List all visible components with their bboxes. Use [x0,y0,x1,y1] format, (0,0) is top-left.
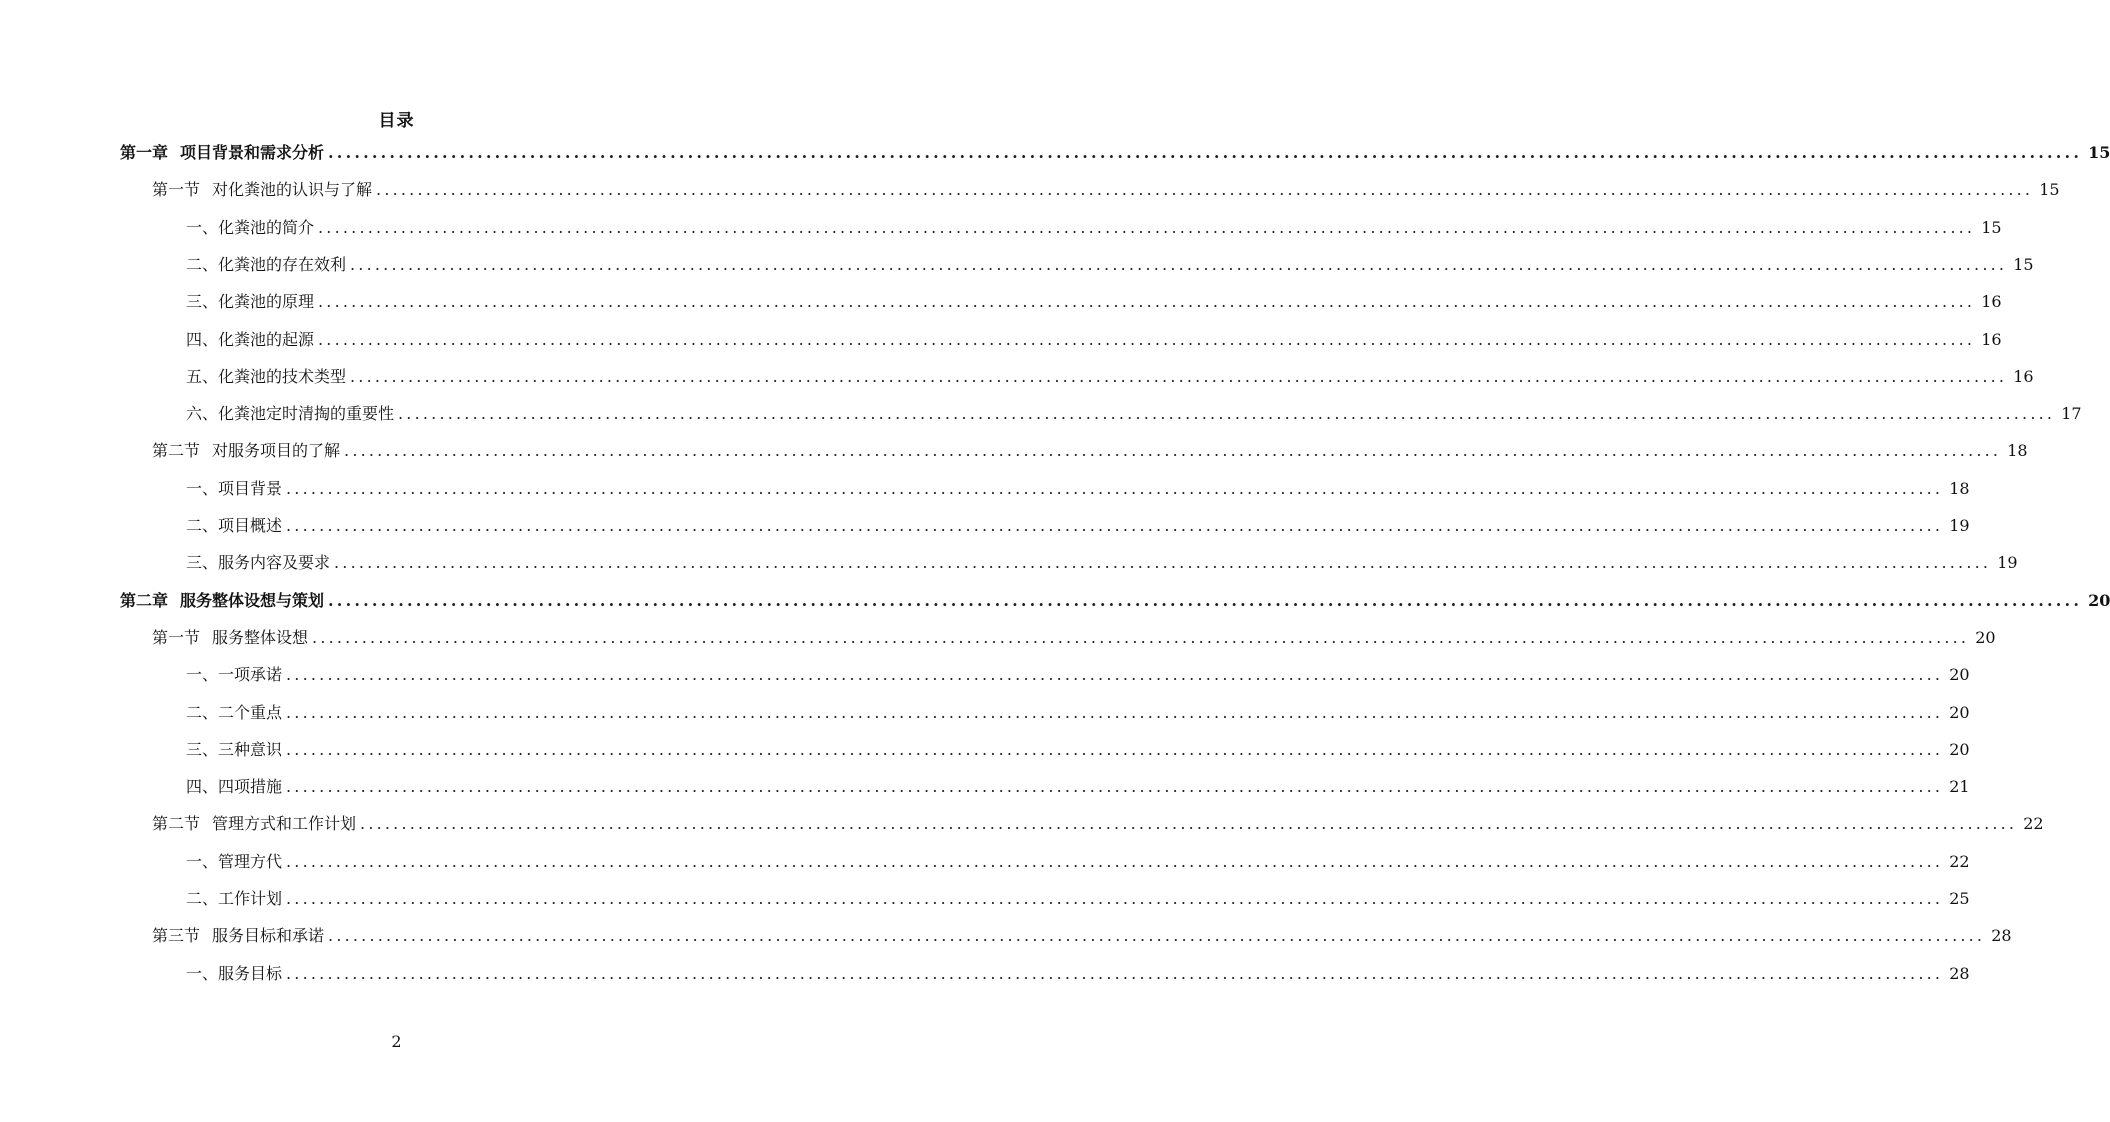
toc-entry-page: 19 [1997,553,2018,573]
toc-entry[interactable] [186,735,1970,765]
toc-entry-label [186,698,286,728]
toc-entry-prefix: 第二节 [152,441,201,461]
toc-entry[interactable] [186,660,1970,690]
toc-entry-page: 15 [1981,217,2002,237]
toc-entry[interactable] [120,138,2110,168]
dot-leader: ........................................................................................................................................................................................................ [286,851,1944,871]
toc-entry-page: 22 [2023,814,2044,834]
dot-leader: ........................................................................................................................................................................................................ [350,366,2008,386]
dot-leader: ........................................................................................................................................................................................................ [344,441,2002,461]
toc-entry-text: 服务整体设想与策划 [180,590,325,610]
toc-entry-text: 五、化粪池的技术类型 [186,366,347,386]
dot-leader: ........................................................................................................................................................................................................ [398,404,2056,424]
toc-entry-page: 15 [2088,143,2110,162]
toc-entry-prefix: 第一节 [152,180,201,200]
toc-entry-page: 17 [2061,404,2082,424]
toc-entry-label [186,772,286,802]
toc-entry-label [152,921,328,951]
dot-leader: ........................................................................................................................................................................................................ [286,702,1944,722]
toc-entry-text: 服务整体设想 [212,627,309,647]
toc-entry[interactable] [152,436,2028,466]
dot-leader: ........................................................................................................................................................................................................ [318,217,1976,237]
toc-entry-page: 19 [1949,516,1970,535]
toc-entry-label [186,362,350,392]
dot-leader: ........................................................................................................................................................................................................ [318,329,1976,349]
toc-entry-page: 20 [1949,702,1970,722]
toc-entry[interactable] [186,474,1970,504]
toc-entry-label [186,325,318,355]
dot-leader: ........................................................................................................................................................................................................ [286,665,1944,685]
toc-entry-text: 一、服务目标 [186,963,283,983]
toc-entry-label [186,847,286,877]
toc-entry-text: 三、服务内容及要求 [186,553,331,573]
page-number: 2 [391,1032,402,1051]
toc-entry-text: 服务目标和承诺 [212,926,325,946]
toc-entry-prefix: 第三节 [152,926,201,946]
toc-entry[interactable] [186,362,2034,392]
toc-entry-text: 一、化粪池的简介 [186,217,315,237]
dot-leader: ........................................................................................................................................................................................................ [312,627,1970,647]
toc-entry-text: 二、化粪池的存在效利 [186,254,347,274]
toc-entry-page: 25 [1949,889,1970,908]
toc-entry-label [186,213,318,243]
toc-entry[interactable] [186,698,1970,728]
toc-entry-text: 项目背景和需求分析 [180,143,325,162]
toc-entry-label [186,250,350,280]
dot-leader: ........................................................................................................................................................................................................ [286,516,1944,535]
toc-entry-page: 16 [1981,292,2002,312]
toc-entry-label [152,623,312,653]
dot-leader: ........................................................................................................................................................................................................ [350,254,2008,274]
toc-entry[interactable] [152,175,2060,205]
toc-entry[interactable] [186,772,1970,802]
toc-entry-page: 18 [2007,441,2028,461]
dot-leader: ........................................................................................................................................................................................................ [334,553,1992,573]
toc-heading: 目录 [378,111,415,131]
toc-entry-text: 二、工作计划 [186,889,283,908]
toc-entry[interactable] [120,586,2110,616]
toc-entry[interactable] [152,809,2044,839]
toc-entry-text: 三、三种意识 [186,739,283,759]
toc-entry-label [186,735,286,765]
dot-leader: ........................................................................................................................................................................................................ [318,292,1976,312]
toc-entry[interactable] [186,511,1970,541]
dot-leader: ........................................................................................................................................................................................................ [328,590,2083,610]
toc-entry-text: 管理方式和工作计划 [212,814,357,834]
toc-entry-text: 三、化粪池的原理 [186,292,315,312]
dot-leader: ........................................................................................................................................................................................................ [360,814,2018,834]
toc-entry-page: 22 [1949,851,1970,871]
toc-entry-text: 二、项目概述 [186,516,283,535]
toc-entry-label [120,586,328,616]
toc-entry-page: 20 [2088,590,2110,610]
toc-entry-label [152,809,360,839]
toc-entry-page: 20 [1949,665,1970,685]
toc-entry-text: 一、一项承诺 [186,665,283,685]
toc-entry-page: 15 [2013,254,2034,274]
toc-entry-text: 对化粪池的认识与了解 [212,180,373,200]
toc-entry-label [186,884,286,914]
toc-entry-text: 一、项目背景 [186,478,283,498]
toc-entry[interactable] [186,250,2034,280]
toc-entry-text: 二、二个重点 [186,702,283,722]
toc-entry[interactable] [186,325,2002,355]
toc-entry-label [186,474,286,504]
toc-entry-page: 28 [1949,963,1970,983]
toc-entry-page: 28 [1991,926,2012,946]
toc-entry-label [186,660,286,690]
toc-entry-page: 16 [1981,329,2002,349]
toc-entry-label [186,287,318,317]
toc-entry[interactable] [186,287,2002,317]
toc-entry-text: 四、化粪池的起源 [186,329,315,349]
toc-entry-prefix: 第一章 [120,143,169,162]
toc-entry[interactable] [186,959,1970,989]
toc-entry-page: 18 [1949,478,1970,498]
toc-entry-label [152,436,344,466]
toc-entry-text: 四、四项措施 [186,777,283,797]
toc-entry-page: 20 [1975,627,1996,647]
dot-leader: ........................................................................................................................................................................................................ [286,889,1944,908]
toc-entry[interactable] [186,548,2018,578]
toc-entry-text: 对服务项目的了解 [212,441,341,461]
toc-entry-page: 15 [2039,180,2060,200]
toc-entry[interactable] [152,921,2012,951]
toc-entry-label [120,138,328,168]
toc-entry-label [186,511,286,541]
toc-entry-page: 16 [2013,366,2034,386]
toc-entry-label [152,175,376,205]
toc-entry[interactable] [186,884,1970,914]
toc-entry-prefix: 第一节 [152,627,201,647]
toc-entry[interactable] [186,399,2082,429]
toc-entry[interactable] [186,213,2002,243]
toc-entry-text: 六、化粪池定时清掏的重要性 [186,404,395,424]
toc-entry-prefix: 第二节 [152,814,201,834]
toc-entry-label [186,548,334,578]
toc-entry[interactable] [186,847,1970,877]
toc-entry-text: 一、管理方代 [186,851,283,871]
toc-entry-prefix: 第二章 [120,590,169,610]
toc-entry[interactable] [152,623,1996,653]
dot-leader: ........................................................................................................................................................................................................ [286,739,1944,759]
dot-leader: ........................................................................................................................................................................................................ [328,926,1986,946]
toc-entry-page: 20 [1949,739,1970,759]
dot-leader: ........................................................................................................................................................................................................ [286,963,1944,983]
toc-entry-label [186,959,286,989]
dot-leader: ........................................................................................................................................................................................................ [328,143,2083,162]
dot-leader: ........................................................................................................................................................................................................ [376,180,2034,200]
dot-leader: ........................................................................................................................................................................................................ [286,777,1944,797]
toc-entry-label [186,399,398,429]
dot-leader: ........................................................................................................................................................................................................ [286,478,1944,498]
toc-entry-page: 21 [1949,777,1970,797]
